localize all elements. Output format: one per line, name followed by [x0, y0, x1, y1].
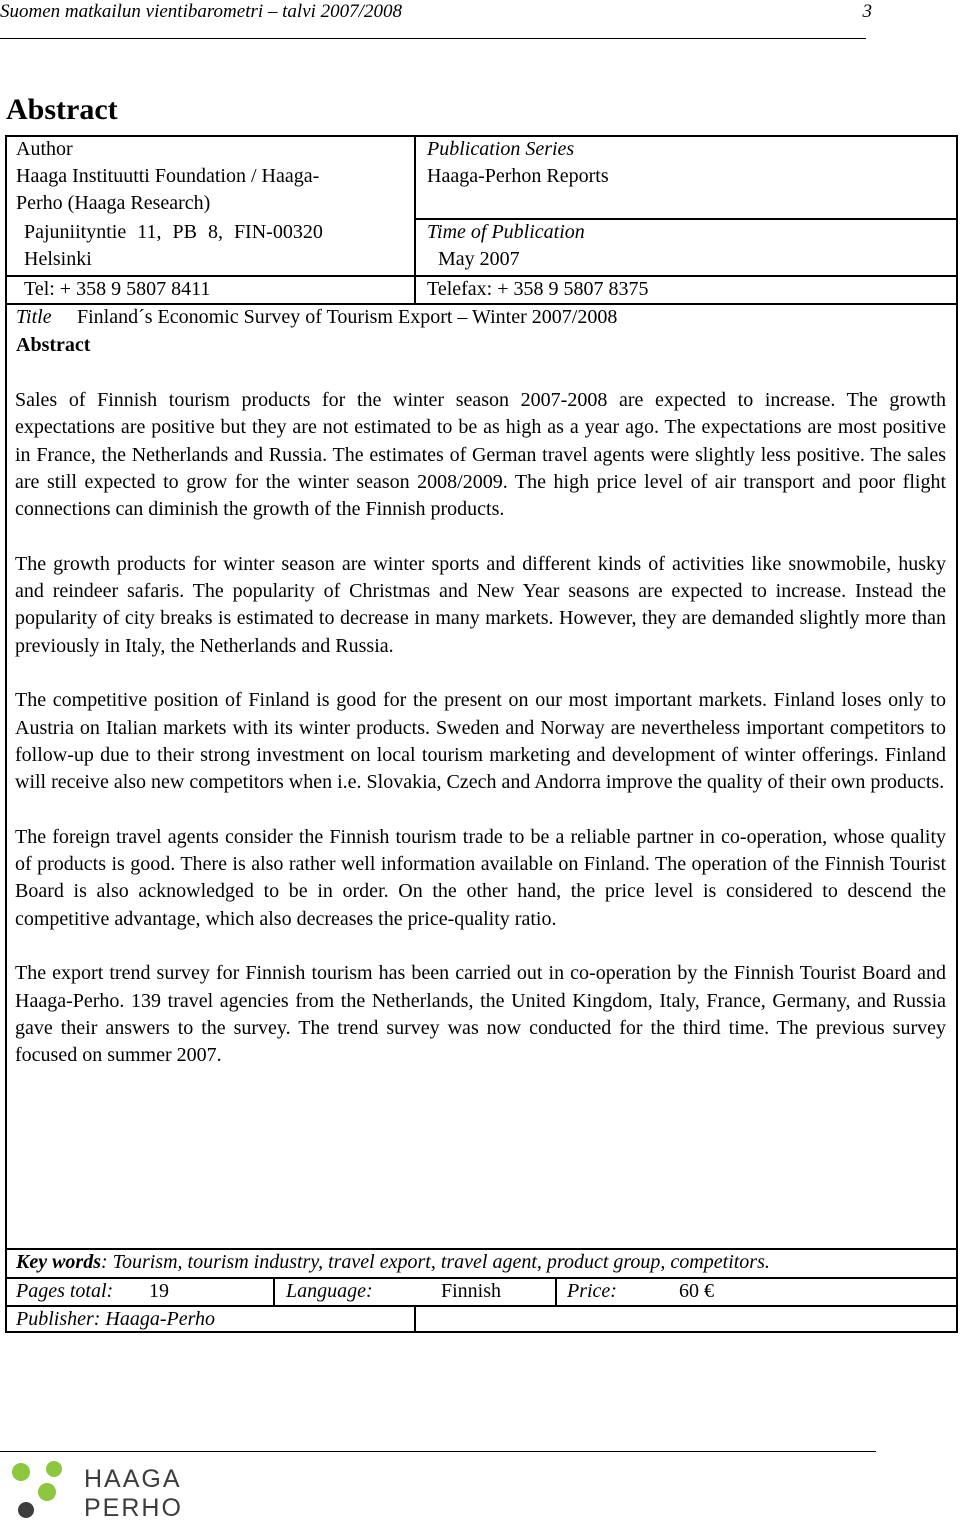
logo-dot-icon: [38, 1483, 56, 1501]
column-divider: [273, 1277, 275, 1306]
paragraph: Sales of Finnish tourism products for the winter season 2007-2008 are expected to increase. The growth expectations are positive but they are not estimated to be as high as a year ago. The expectations are most positive in France, the Netherlands and Russia. The estimates of German travel agents were slightly less positive. The sales are still expected to grow for the winter season 2008/2009. The high price level of air transport and poor flight connections can diminish the growth of the Finnish products.: [15, 389, 946, 521]
logo-text-line-2: PERHO: [84, 1494, 183, 1520]
paragraph: The competitive position of Finland is good for the present on our most important markets. Finland loses only to Austria on Italian markets with its winter products. Sweden and Norway are nevertheless important competitors to follow-up due to their strong investment on local tourism marketing and development of winter offerings. Finland will receive also new competitors when i.e. Slovakia, Czech and Andorra improve the quality of their own products.: [15, 689, 946, 794]
pages-total-label: Pages total:: [16, 1280, 114, 1302]
publisher: Publisher: Haaga-Perho: [16, 1308, 216, 1330]
time-of-publication-value: May 2007: [438, 248, 520, 270]
author-line-2: Perho (Haaga Research): [16, 192, 211, 214]
address-line-1: Pajuniityntie 11, PB 8, FIN-00320: [24, 221, 323, 243]
keywords-label: Key words: [16, 1251, 101, 1273]
telefax: Telefax: + 358 9 5807 8375: [427, 278, 649, 300]
author-label: Author: [16, 138, 73, 160]
column-divider: [555, 1277, 557, 1306]
logo-dot-icon: [46, 1461, 62, 1477]
logo-text-line-1: HAAGA: [84, 1465, 182, 1493]
time-of-publication-label: Time of Publication: [427, 221, 585, 243]
header-rule: [0, 38, 866, 39]
footer-rule: [0, 1451, 876, 1452]
language-label: Language:: [286, 1280, 373, 1302]
telephone: Tel: + 358 9 5807 8411: [24, 278, 211, 300]
keywords-row: [16, 1249, 770, 1276]
pages-total-value: 19: [149, 1280, 169, 1302]
title-value: Finland´s Economic Survey of Tourism Export – Winter 2007/2008: [77, 306, 618, 328]
author-line-1: Haaga Instituutti Foundation / Haaga-: [16, 165, 320, 187]
page-heading: Abstract: [6, 93, 118, 126]
publication-series-value: Haaga-Perhon Reports: [427, 165, 609, 187]
paragraph: The export trend survey for Finnish tourism has been carried out in co-operation by the Finnish Tourist Board and Haaga-Perho. 139 travel agencies from the Netherlands, the United Kingdom, Italy, France, Germany, and Russia gave their answers to the survey. The trend survey was now conducted for the third time. The previous survey focused on summer 2007.: [15, 962, 946, 1067]
paragraph: The foreign travel agents consider the Finnish tourism trade to be a reliable partner in co-operation, whose quality of products is good. There is also rather well information available on Finland. The operation of the Finnish Tourist Board is also acknowledged to be in order. On the other hand, the price level is considered to descend the competitive advantage, which also decreases the price-quality ratio.: [15, 825, 946, 930]
logo-dot-icon: [12, 1463, 30, 1481]
price-label: Price:: [567, 1280, 617, 1302]
keywords-value: : Tourism, tourism industry, travel export, travel agent, product group, competitors.: [101, 1251, 770, 1273]
running-header: [0, 0, 880, 40]
price-value: 60 €: [679, 1280, 714, 1302]
column-divider: [414, 136, 416, 304]
paragraph: The growth products for winter season are winter sports and different kinds of activities like snowmobile, husky and reindeer safaris. The popularity of Christmas and New Year seasons are expected to increase. Instead the popularity of city breaks is estimated to decrease in many markets. However, they are demanded slightly more than previously in Italy, the Netherlands and Russia.: [15, 552, 946, 657]
language-value: Finnish: [441, 1280, 502, 1302]
publication-series-label: Publication Series: [427, 138, 575, 160]
running-title: Suomen matkailun vientibarometri – talvi 2007/2008: [0, 1, 402, 22]
logo-dot-icon: [18, 1502, 34, 1518]
abstract-body: [15, 387, 946, 1097]
page-number: 3: [862, 1, 872, 22]
abstract-label: Abstract: [16, 334, 91, 356]
column-divider: [414, 1305, 416, 1333]
address-line-2: Helsinki: [24, 248, 92, 270]
haaga-perho-logo: [6, 1458, 206, 1520]
title-label: Title: [16, 306, 52, 328]
